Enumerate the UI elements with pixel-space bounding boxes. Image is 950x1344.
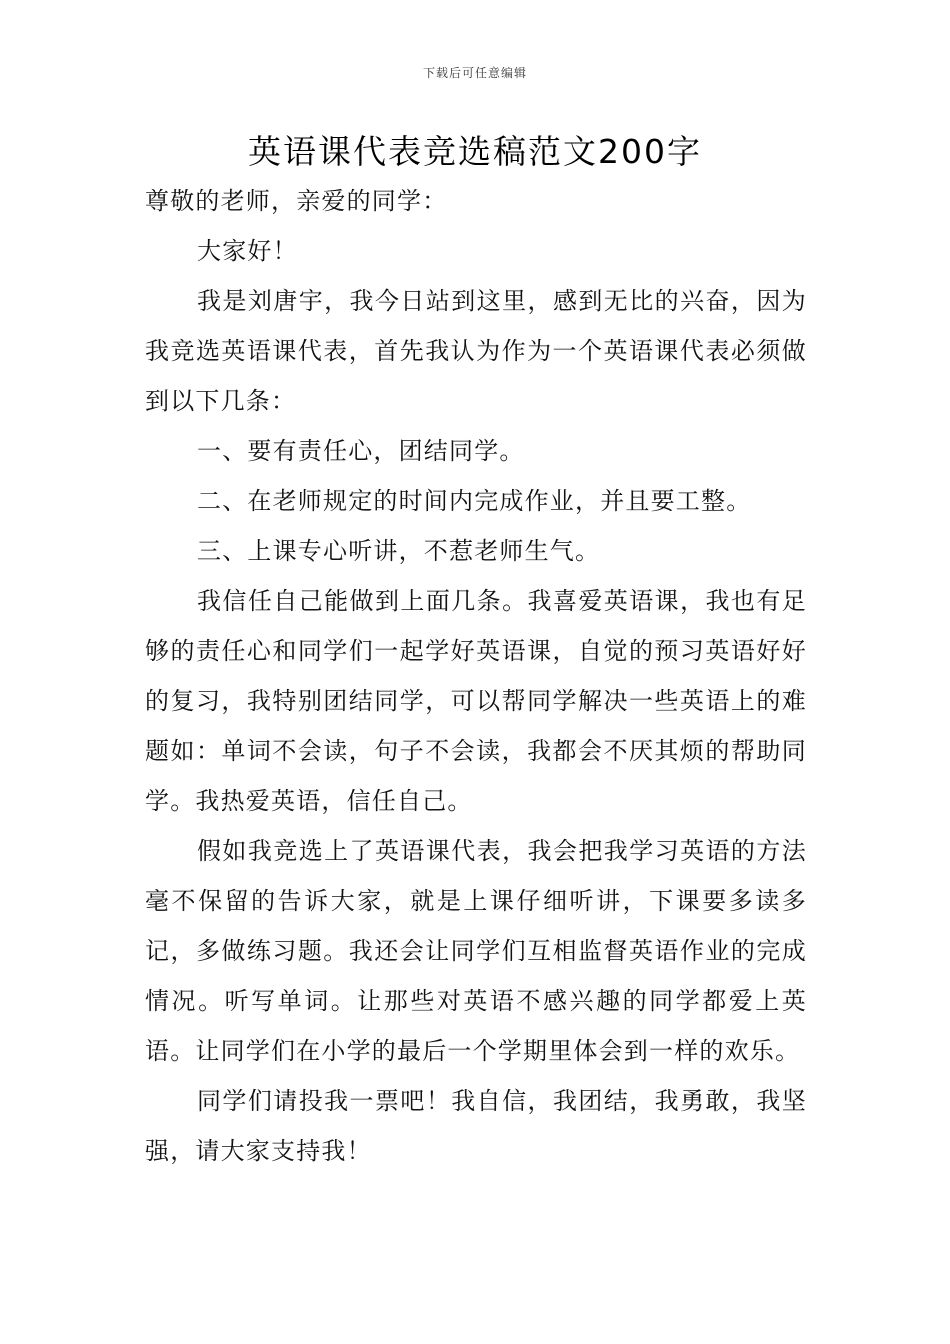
paragraph-confidence: 我信任自己能做到上面几条。我喜爱英语课，我也有足够的责任心和同学们一起学好英语课，自觉的预习英语好好的复习，我特别团结同学，可以帮同学解决一些英语上的难题如：单词不会读，句子不会读，我都会不厌其烦的帮助同学。我热爱英语，信任自己。 xyxy=(145,587,807,815)
greeting: 大家好！ xyxy=(197,237,298,265)
paragraph-closing: 同学们请投我一票吧！我自信，我团结，我勇敢，我坚强，请大家支持我！ xyxy=(145,1087,807,1165)
header-note: 下载后可任意编辑 xyxy=(422,66,527,80)
document-body xyxy=(145,176,807,1176)
salutation: 尊敬的老师，亲爱的同学： xyxy=(145,187,448,215)
paragraph-plan: 假如我竞选上了英语课代表，我会把我学习英语的方法毫不保留的告诉大家，就是上课仔细听讲，下课要多读多记，多做练习题。我还会让同学们互相监督英语作业的完成情况。听写单词。让那些对英语不感兴趣的同学都爱上英语。让同学们在小学的最后一个学期里体会到一样的欢乐。 xyxy=(145,837,807,1065)
list-item-1: 一、要有责任心，团结同学。 xyxy=(197,437,525,465)
list-item-2: 二、在老师规定的时间内完成作业，并且要工整。 xyxy=(197,487,752,515)
paragraph-intro: 我是刘唐宇，我今日站到这里，感到无比的兴奋，因为我竞选英语课代表，首先我认为作为一个英语课代表必须做到以下几条： xyxy=(145,287,807,415)
list-item-3: 三、上课专心听讲，不惹老师生气。 xyxy=(197,537,601,565)
document-title: 英语课代表竞选稿范文200字 xyxy=(248,132,702,171)
